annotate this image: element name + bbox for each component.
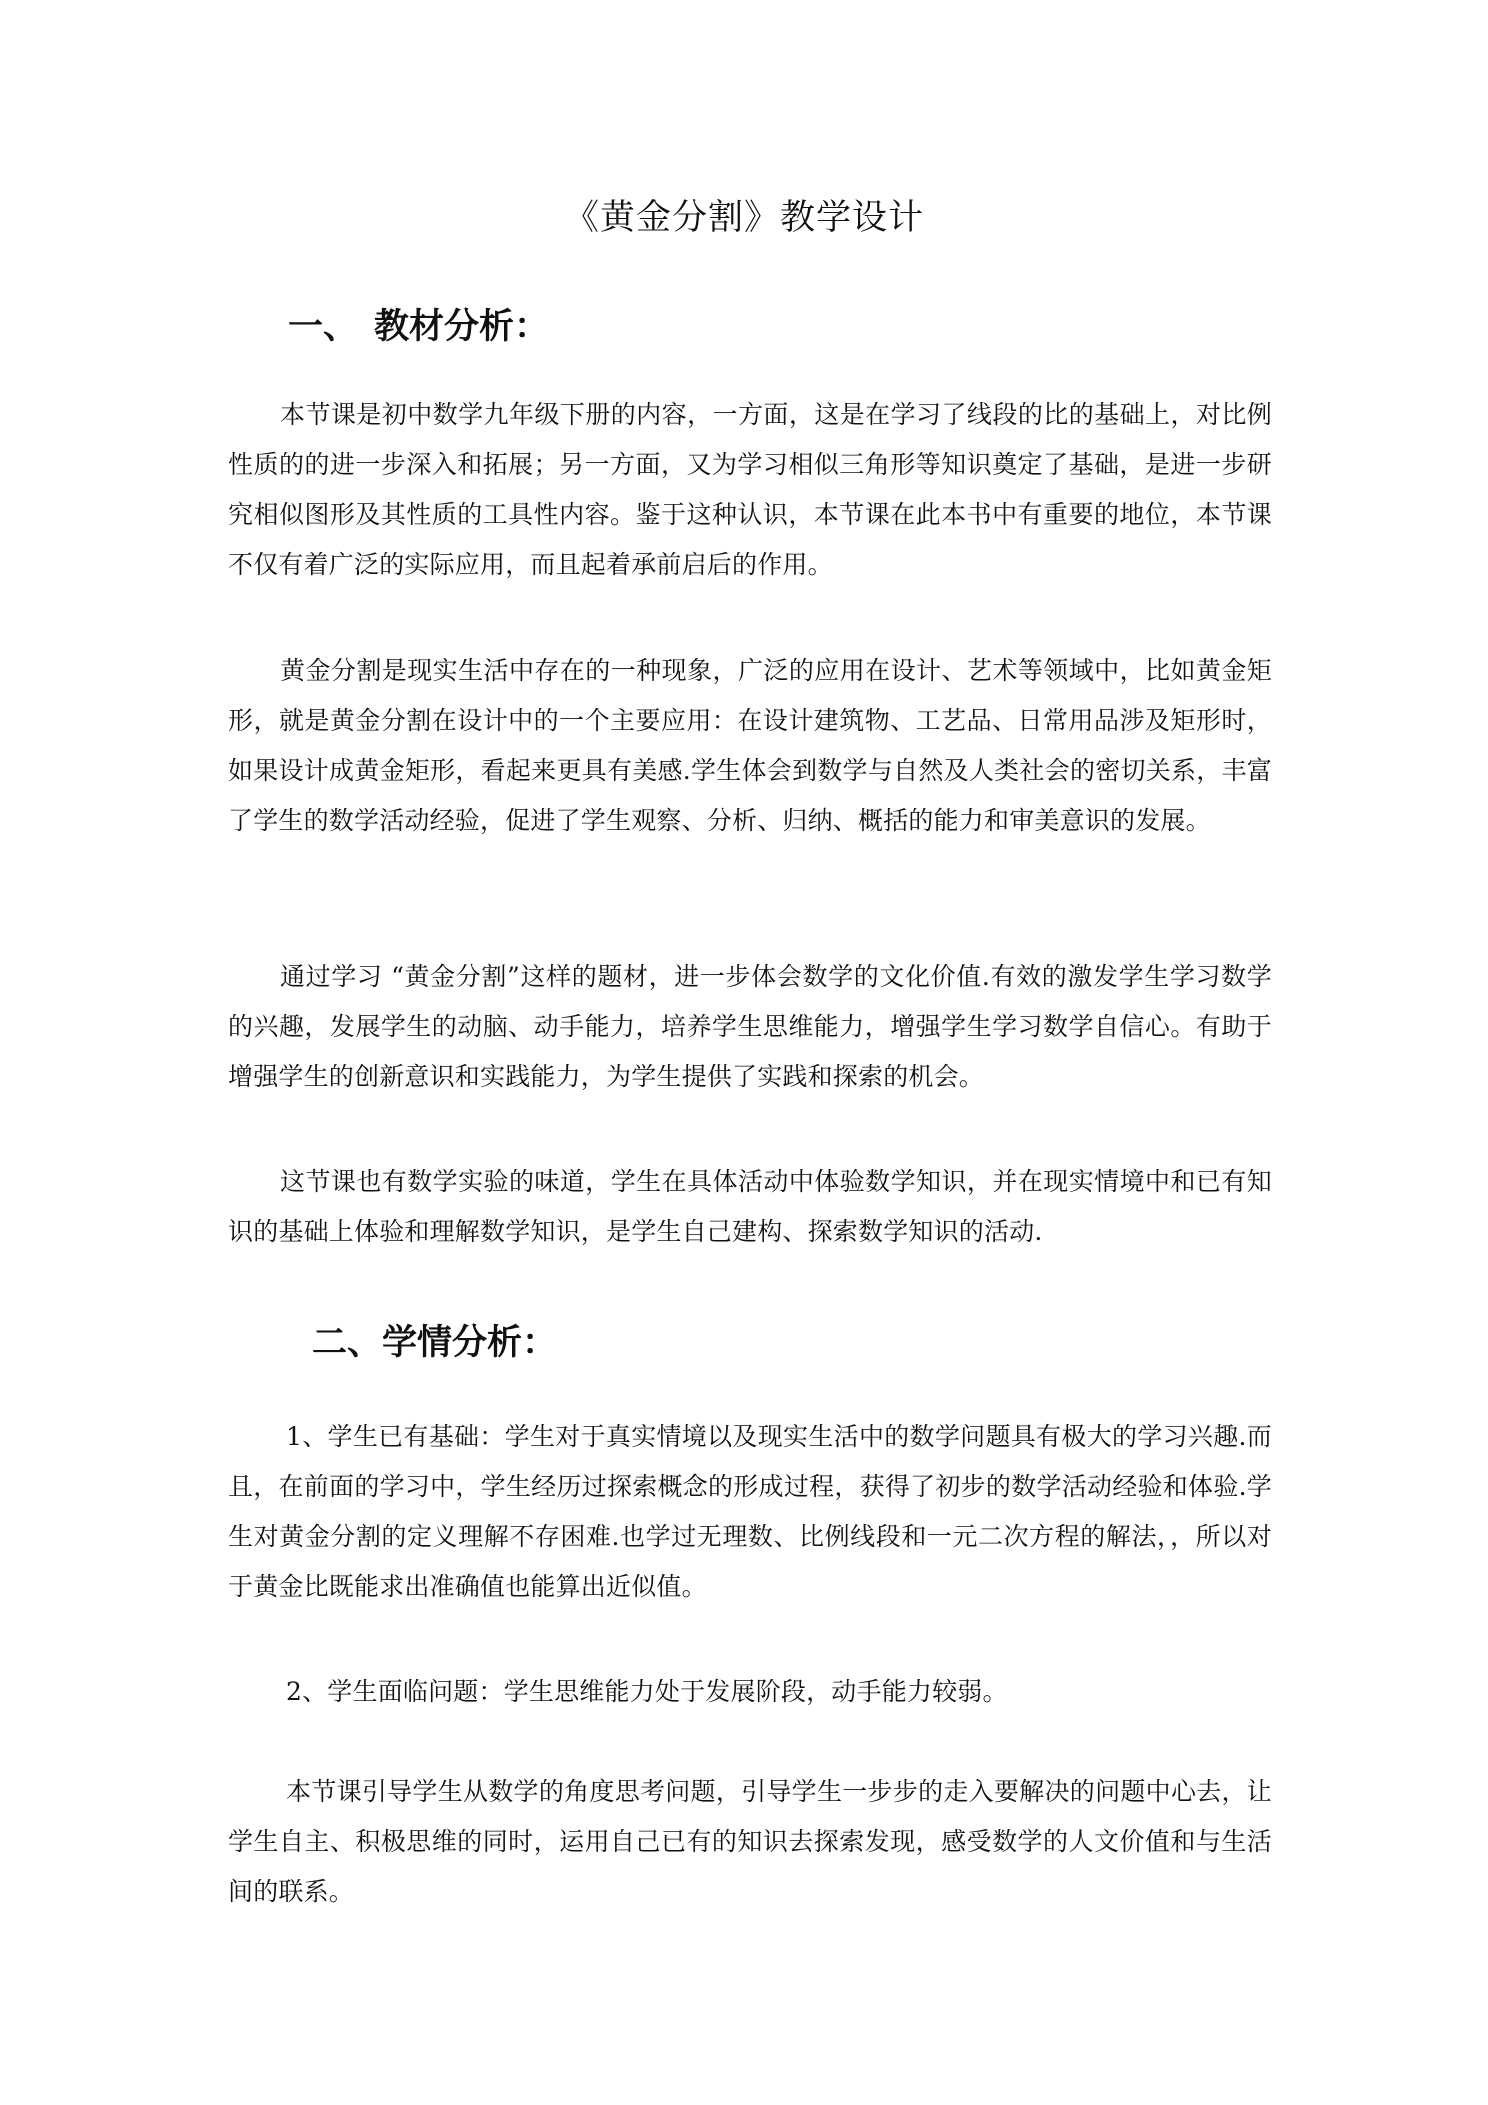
paragraph: 1、学生已有基础：学生对于真实情境以及现实生活中的数学问题具有极大的学习兴趣.而且，在前面的学习中，学生经历过探索概念的形成过程，获得了初步的数学活动经验和体验.学生对黄金分割的定义理解不存困难.也学过无理数、比例线段和一元二次方程的解法，，所以对于黄金比既能求出准确值也能算出近似值。: [228, 1422, 1272, 1601]
paragraph: 本节课是初中数学九年级下册的内容，一方面，这是在学习了线段的比的基础上，对比例性质的的进一步深入和拓展；另一方面，又为学习相似三角形等知识奠定了基础，是进一步研究相似图形及其性质的工具性内容。鉴于这种认识，本节课在此本书中有重要的地位，本节课不仅有着广泛的实际应用，而且起着承前启后的作用。: [228, 400, 1272, 579]
paragraph: 2、学生面临问题：学生思维能力处于发展阶段，动手能力较弱。: [286, 1677, 1008, 1706]
document-title: 《黄金分割》教学设计: [563, 198, 924, 238]
section-heading-textbook-analysis: [288, 302, 549, 352]
paragraph: 黄金分割是现实生活中存在的一种现象，广泛的应用在设计、艺术等领域中，比如黄金矩形，就是黄金分割在设计中的一个主要应用：在设计建筑物、工艺品、日常用品涉及矩形时，如果设计成黄金矩形，看起来更具有美感.学生体会到数学与自然及人类社会的密切关系，丰富了学生的数学活动经验，促进了学生观察、分析、归纳、概括的能力和审美意识的发展。: [228, 656, 1272, 835]
paragraph: 本节课引导学生从数学的角度思考问题，引导学生一步步的走入要解决的问题中心去，让学生自主、积极思维的同时，运用自己已有的知识去探索发现，感受数学的人文价值和与生活间的联系。: [228, 1777, 1272, 1906]
section-number: 一、: [288, 307, 359, 347]
paragraph: 这节课也有数学实验的味道，学生在具体活动中体验数学知识，并在现实情境中和已有知识的基础上体验和理解数学知识，是学生自己建构、探索数学知识的活动.: [228, 1167, 1272, 1246]
section-heading-text: 教材分析：: [374, 307, 550, 347]
section-heading-student-analysis: 二、学情分析：: [312, 1323, 558, 1363]
paragraph: 通过学习 “黄金分割”这样的题材，进一步体会数学的文化价值.有效的激发学生学习数学的兴趣，发展学生的动脑、动手能力，培养学生思维能力，增强学生学习数学自信心。有助于增强学生的创新意识和实践能力，为学生提供了实践和探索的机会。: [228, 962, 1272, 1091]
